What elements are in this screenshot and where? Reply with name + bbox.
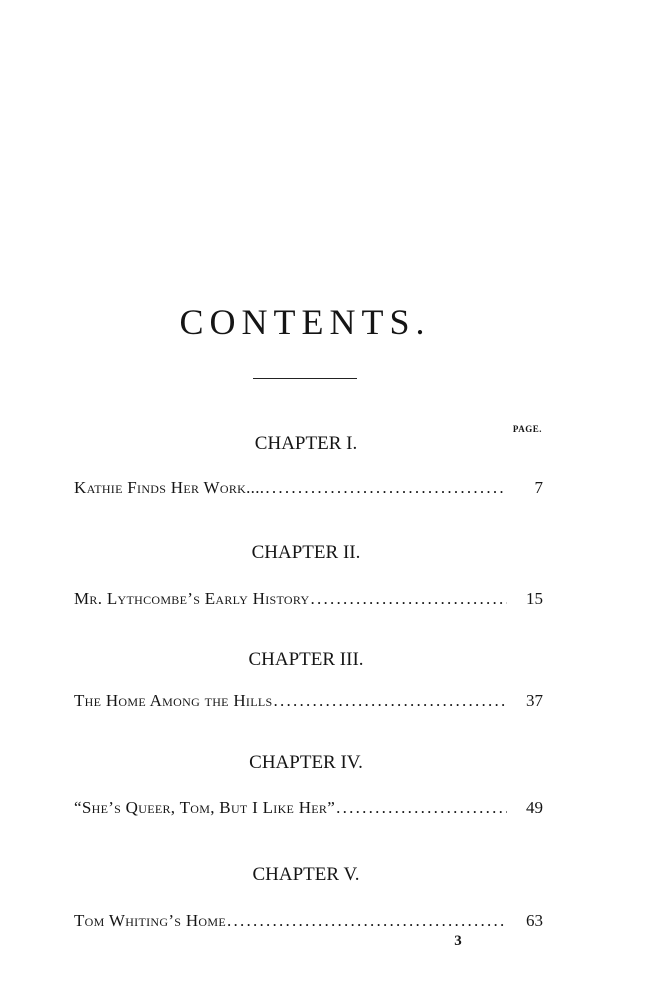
chapter-heading: CHAPTER V. bbox=[252, 864, 360, 885]
entry-title: Mr. Lythcombe’s Early History bbox=[74, 589, 310, 608]
toc-entry bbox=[74, 477, 543, 499]
chapter-heading: CHAPTER II. bbox=[251, 542, 361, 563]
title-rule bbox=[253, 378, 357, 379]
dot-leader bbox=[309, 588, 507, 610]
entry-page-number: 63 bbox=[526, 911, 543, 930]
entry-title: Tom Whiting’s Home bbox=[74, 911, 226, 930]
toc-entry bbox=[74, 690, 543, 712]
entry-page-number: 49 bbox=[526, 798, 543, 817]
dot-leader bbox=[226, 910, 507, 932]
chapter-heading: CHAPTER III. bbox=[248, 649, 364, 670]
chapter-heading: CHAPTER IV. bbox=[249, 752, 363, 773]
entry-page-number: 7 bbox=[534, 478, 543, 497]
contents-title: CONTENTS. bbox=[179, 302, 431, 342]
dot-leader bbox=[335, 797, 507, 819]
entry-title: “She’s Queer, Tom, But I Like Her” bbox=[74, 798, 336, 817]
folio-page-number: 3 bbox=[454, 933, 462, 949]
toc-entry bbox=[74, 797, 543, 819]
dot-leader bbox=[272, 690, 507, 712]
entry-title: Kathie Finds Her Work.... bbox=[74, 478, 265, 497]
entry-page-number: 37 bbox=[526, 691, 543, 710]
toc-entry bbox=[74, 910, 543, 932]
chapter-heading: CHAPTER I. bbox=[254, 433, 358, 454]
entry-title: The Home Among the Hills bbox=[74, 691, 273, 710]
dot-leader bbox=[264, 477, 507, 499]
entry-page-number: 15 bbox=[526, 589, 543, 608]
toc-entry bbox=[74, 588, 543, 610]
page-column-label: PAGE. bbox=[512, 424, 542, 434]
